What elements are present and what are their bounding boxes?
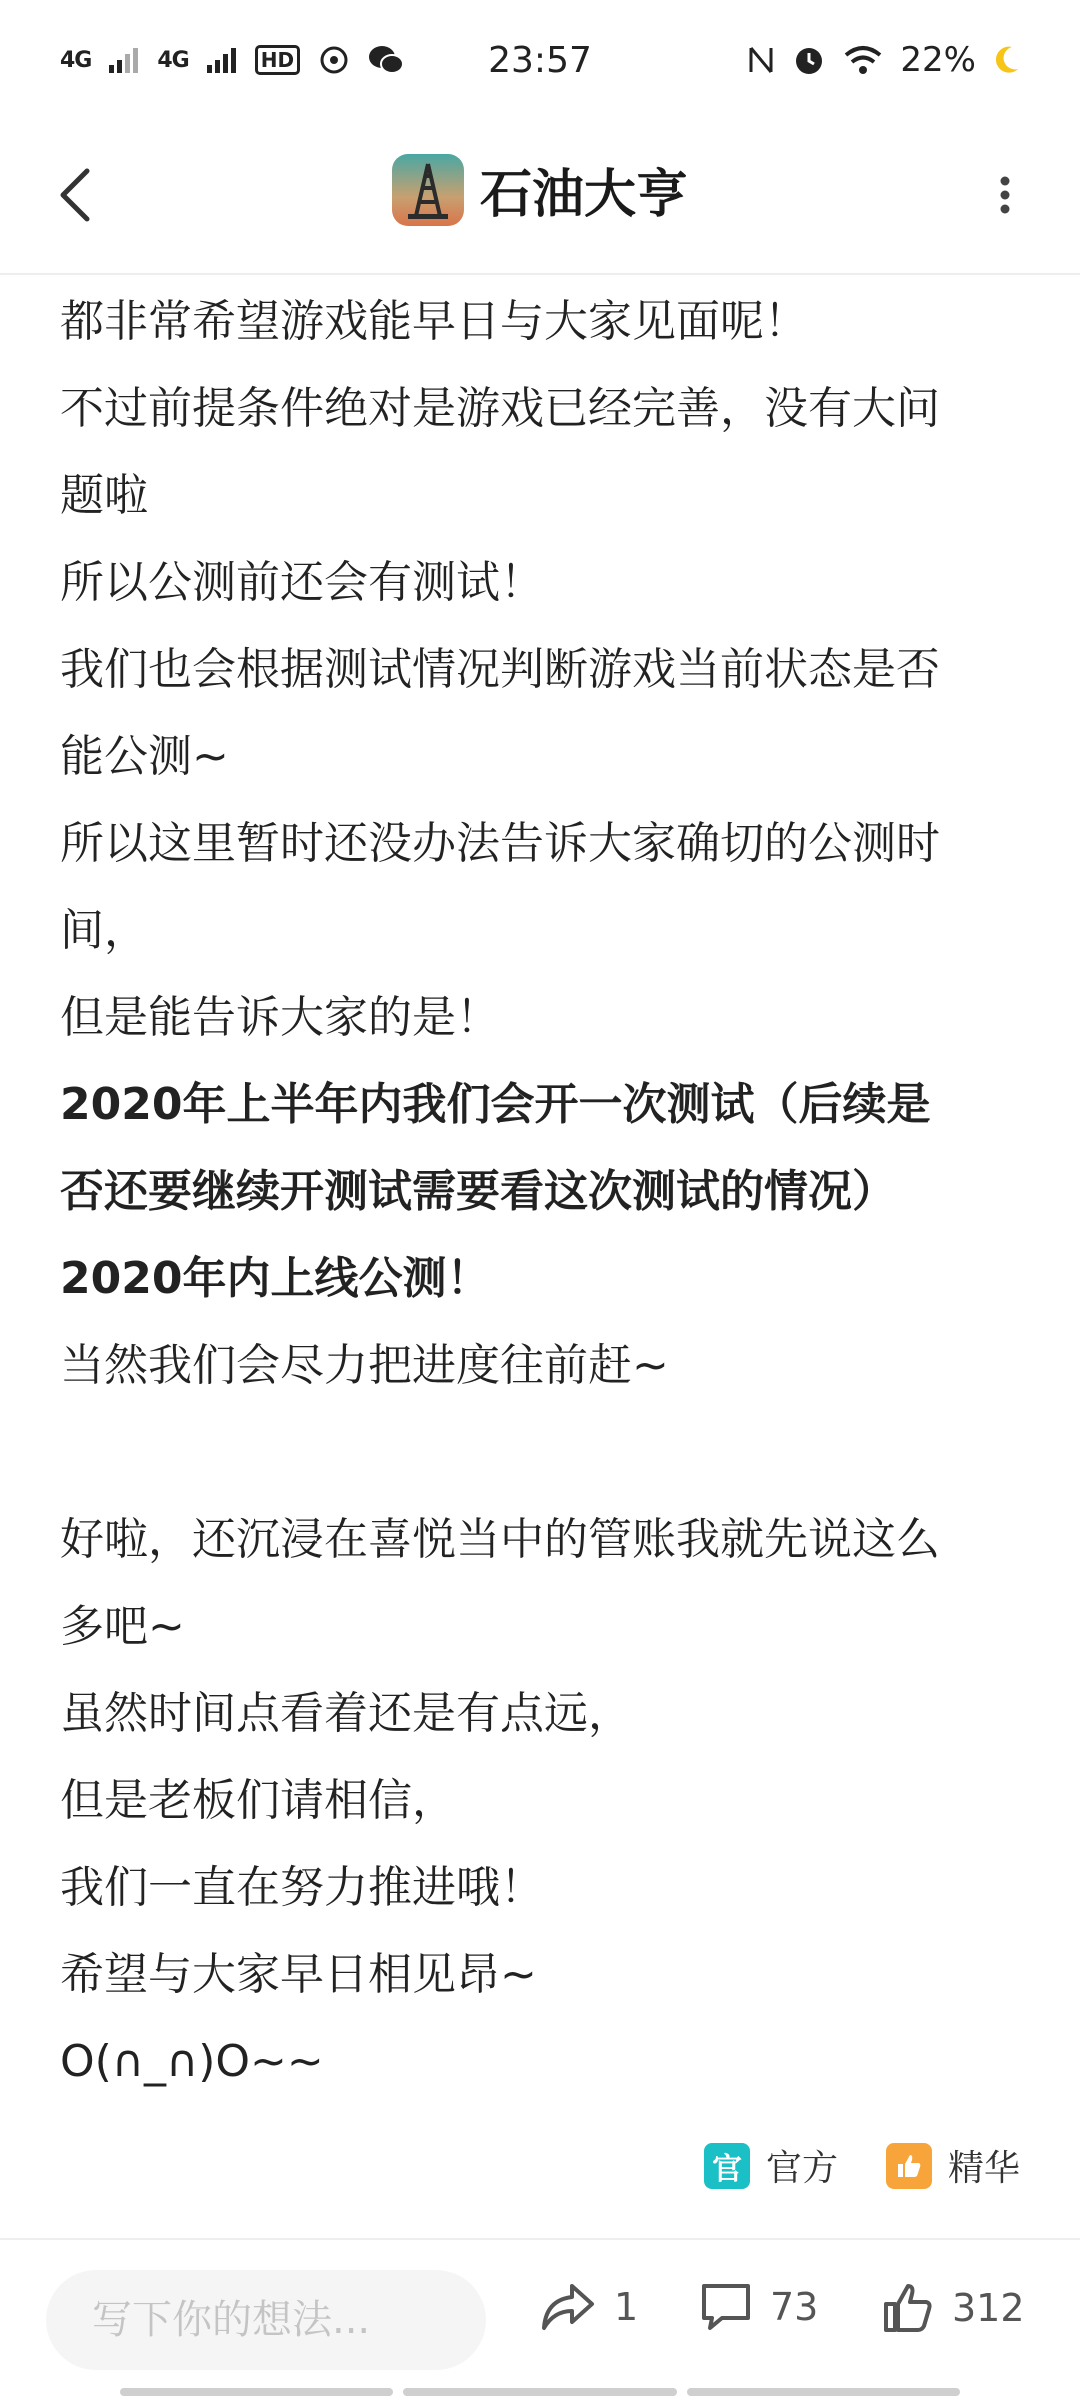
- article-line: 都非常希望游戏能早日与大家见面呢！: [60, 296, 808, 347]
- moon-icon: [994, 45, 1020, 75]
- status-bar: [0, 0, 1080, 120]
- article-line: 我们也会根据测试情况判断游戏当前状态是否: [60, 644, 940, 695]
- app-header: [0, 120, 1080, 275]
- tag-official-label: 官方: [765, 2148, 838, 2189]
- article-line: 否还要继续开测试需要看这次测试的情况）: [60, 1166, 896, 1217]
- share-button[interactable]: [540, 2282, 638, 2332]
- article-body: [60, 278, 1020, 2105]
- article-line: [60, 1409, 1020, 1496]
- wifi-icon: [844, 45, 882, 75]
- thumbs-up-icon: [882, 2282, 934, 2334]
- back-button[interactable]: [40, 160, 110, 230]
- article-line: 间，: [60, 905, 148, 956]
- tag-official: [704, 2140, 838, 2191]
- signal-4g-icon-2: 4G: [157, 47, 189, 73]
- article-line: 好啦，还沉浸在喜悦当中的管账我就先说这么: [60, 1514, 940, 1565]
- page-title: 石油大亨: [479, 165, 689, 225]
- like-button[interactable]: [882, 2282, 1025, 2334]
- tag-featured: [886, 2140, 1020, 2191]
- wechat-icon: [368, 44, 404, 76]
- signal-4g-icon: 4G: [60, 47, 92, 73]
- article-line: 虽然时间点看着还是有点远，: [60, 1688, 632, 1739]
- article-line: 我们一直在努力推进哦！: [60, 1862, 544, 1913]
- comment-input[interactable]: [46, 2270, 486, 2370]
- comment-count: 73: [770, 2285, 819, 2329]
- header-title-group[interactable]: [392, 152, 688, 227]
- signal-bars-icon: [109, 47, 139, 73]
- article-line: 希望与大家早日相见昂~: [60, 1949, 537, 2000]
- gesture-bar: [120, 2388, 960, 2396]
- status-left: [60, 44, 404, 76]
- battery-percent: 22%: [900, 40, 976, 80]
- article-line: O(∩_∩)O~~: [60, 2036, 324, 2087]
- article-line: 2020年上半年内我们会开一次测试（后续是: [60, 1079, 931, 1130]
- article-line: 但是能告诉大家的是！: [60, 992, 500, 1043]
- status-right: [748, 40, 1020, 80]
- article-line: 所以这里暂时还没办法告诉大家确切的公测时: [60, 818, 940, 869]
- article-line: 多吧~: [60, 1601, 185, 1652]
- signal-bars-icon-2: [207, 47, 237, 73]
- official-badge-icon: 官: [704, 2143, 750, 2189]
- thumbs-up-badge-icon: [886, 2143, 932, 2189]
- comment-icon: [700, 2282, 752, 2332]
- article-line: 当然我们会尽力把进度往前赶~: [60, 1340, 669, 1391]
- article-line: 不过前提条件绝对是游戏已经完善，没有大问: [60, 383, 940, 434]
- more-vertical-icon: [999, 175, 1011, 215]
- sync-icon: [318, 44, 350, 76]
- divider: [0, 2238, 1080, 2240]
- hd-voice-icon: HD: [255, 45, 300, 75]
- bottom-action-bar: [0, 2260, 1080, 2380]
- comment-button[interactable]: [700, 2282, 818, 2332]
- nfc-icon: [748, 44, 774, 76]
- article-line: 2020年内上线公测！: [60, 1253, 491, 1304]
- article-line: 但是老板们请相信，: [60, 1775, 456, 1826]
- tag-featured-label: 精华: [947, 2148, 1020, 2189]
- status-time: 23:57: [488, 39, 592, 81]
- share-count: 1: [614, 2285, 639, 2329]
- chevron-left-icon: [55, 167, 95, 223]
- share-icon: [540, 2282, 596, 2332]
- like-count: 312: [952, 2286, 1025, 2330]
- article-line: 能公测~: [60, 731, 229, 782]
- oil-derrick-icon: [392, 154, 464, 226]
- post-tags: [704, 2140, 1020, 2191]
- article-line: 题啦: [60, 470, 148, 521]
- article-line: 所以公测前还会有测试！: [60, 557, 544, 608]
- more-options-button[interactable]: [970, 160, 1040, 230]
- alarm-icon: [792, 43, 826, 77]
